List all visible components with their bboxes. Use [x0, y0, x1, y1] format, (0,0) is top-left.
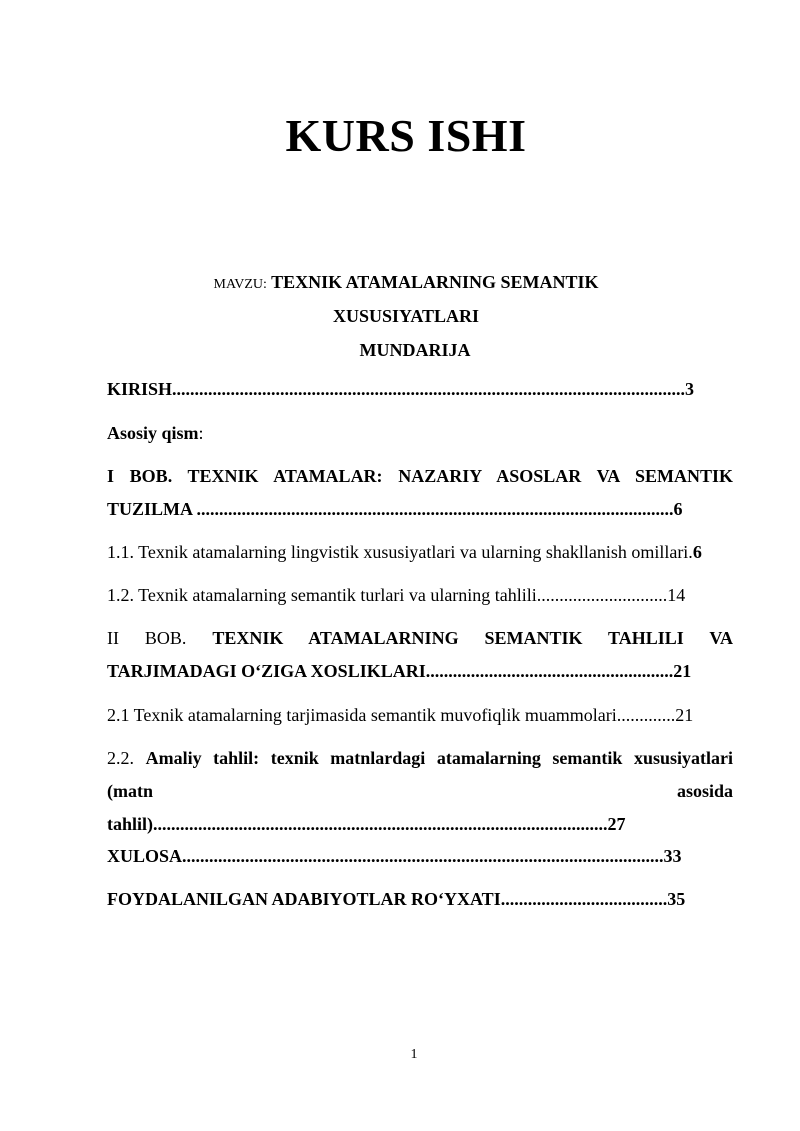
toc-entry-2-2-line2	[107, 775, 733, 808]
toc-asosiy-label: Asosiy qism	[107, 423, 199, 443]
toc-entry-adabiyotlar: FOYDALANILGAN ADABIYOTLAR RO‘YXATI.....................................35	[107, 889, 686, 909]
page-number: 1	[410, 1047, 418, 1062]
toc-entry-1-1	[107, 536, 733, 569]
toc-asosiy-colon: :	[198, 423, 204, 443]
toc-entry-asosiy-qism	[107, 417, 733, 450]
toc-entry-2-2-line3: tahlil).....................................................................................................27	[107, 814, 626, 834]
toc-2-2-asosida: asosida	[676, 781, 733, 801]
toc-1-1-page: 6	[692, 542, 702, 562]
toc-heading: MUNDARIJA	[359, 340, 471, 360]
toc-2-2-title: Amaliy tahlil: texnik matnlardagi atamalarning semantik xususiyatlari	[145, 748, 734, 768]
toc-2-2-matn: (matn	[107, 781, 153, 801]
toc-entry-2-2-line1	[107, 742, 733, 775]
toc-entry-bob2-line1	[107, 622, 733, 655]
toc-bob2-prefix: II BOB.	[107, 628, 187, 648]
toc-entry-1-2: 1.2. Texnik atamalarning semantik turlari va ularning tahlili.............................14	[107, 585, 686, 605]
topic-label: MAVZU:	[213, 277, 267, 292]
toc-entry-xulosa: XULOSA...........................................................................................................33	[107, 846, 682, 866]
toc-entry-bob1-line2: TUZILMA ..........................................................................................................6	[107, 499, 683, 519]
toc-1-1-text: 1.1. Texnik atamalarning lingvistik xususiyatlari va ularning shakllanish omillari.	[107, 542, 693, 562]
toc-entry-bob2-line2: TARJIMADAGI O‘ZIGA XOSLIKLARI.......................................................21	[107, 661, 692, 681]
toc-entry-bob1-line1: I BOB. TEXNIK ATAMALAR: NAZARIY ASOSLAR VA SEMANTIK	[107, 466, 733, 486]
toc-entry-2-1: 2.1 Texnik atamalarning tarjimasida semantik muvofiqlik muammolari.............21	[107, 705, 694, 725]
topic-line-1	[0, 272, 800, 293]
toc-entry-kirish: KIRISH..................................................................................................................3	[107, 379, 695, 399]
toc-2-2-prefix: 2.2.	[107, 748, 134, 768]
topic-line-2: XUSUSIYATLARI	[332, 306, 480, 326]
topic-text-1: TEXNIK ATAMALARNING SEMANTIK	[271, 272, 599, 292]
toc-bob2-title: TEXNIK ATAMALARNING SEMANTIK TAHLILI VA	[212, 628, 734, 648]
document-title: KURS ISHI	[285, 110, 527, 161]
